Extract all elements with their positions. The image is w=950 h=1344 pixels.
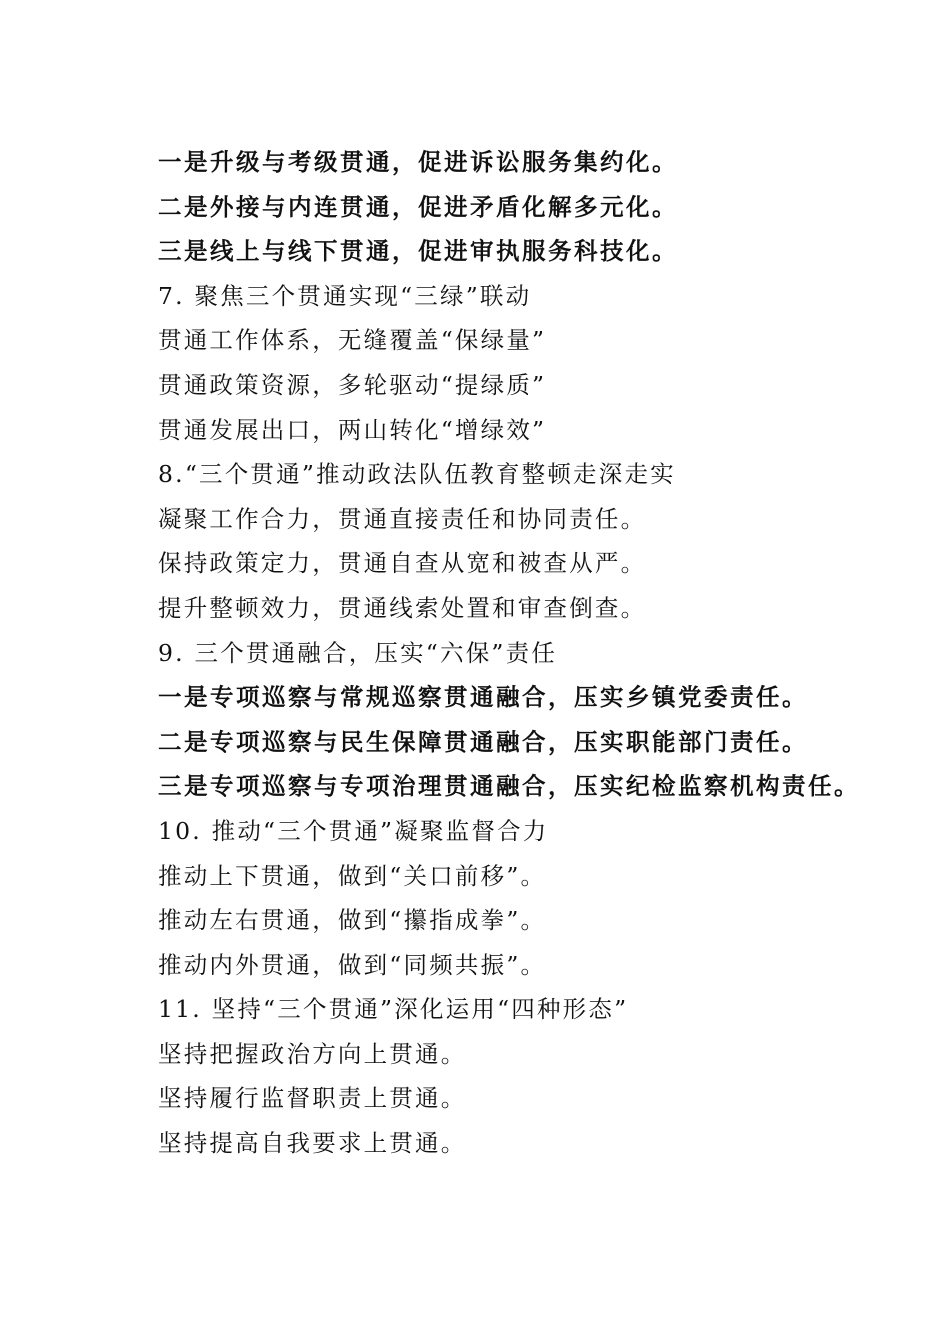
paragraph-line: 贯通发展出口，两山转化“增绿效” <box>158 415 547 444</box>
section-heading-9: 9. 三个贯通融合，压实“六保”责任 <box>158 638 558 667</box>
paragraph-line: 贯通工作体系，无缝覆盖“保绿量” <box>158 326 547 355</box>
paragraph-line: 二是专项巡察与民生保障贯通融合，压实职能部门责任。 <box>158 727 808 756</box>
paragraph-line: 坚持提高自我要求上贯通。 <box>158 1129 467 1158</box>
paragraph-line: 三是专项巡察与专项治理贯通融合，压实纪检监察机构责任。 <box>158 772 860 801</box>
section-heading-7: 7. 聚焦三个贯通实现“三绿”联动 <box>158 281 532 310</box>
section-heading-8: 8.“三个贯通”推动政法队伍教育整顿走深走实 <box>158 460 676 489</box>
paragraph-line: 保持政策定力，贯通自查从宽和被查从严。 <box>158 549 647 578</box>
paragraph-line: 三是线上与线下贯通，促进审执服务科技化。 <box>158 237 678 266</box>
section-heading-10: 10. 推动“三个贯通”凝聚监督合力 <box>158 816 549 845</box>
paragraph-line: 凝聚工作合力，贯通直接责任和协同责任。 <box>158 504 647 533</box>
paragraph-line: 一是升级与考级贯通，促进诉讼服务集约化。 <box>158 148 678 176</box>
section-heading-11: 11. 坚持“三个贯通”深化运用“四种形态” <box>158 995 629 1024</box>
paragraph-line: 贯通政策资源，多轮驱动“提绿质” <box>158 370 547 399</box>
paragraph-line: 提升整顿效力，贯通线索处置和审查倒查。 <box>158 593 647 622</box>
document-body <box>158 140 918 1166</box>
paragraph-line: 坚持把握政治方向上贯通。 <box>158 1039 467 1068</box>
paragraph-line: 坚持履行监督职责上贯通。 <box>158 1084 467 1113</box>
paragraph-line: 推动上下贯通，做到“关口前移”。 <box>158 861 547 890</box>
paragraph-line: 推动左右贯通，做到“攥指成拳”。 <box>158 906 547 935</box>
paragraph-line: 一是专项巡察与常规巡察贯通融合，压实乡镇党委责任。 <box>158 683 808 712</box>
paragraph-line: 二是外接与内连贯通，促进矛盾化解多元化。 <box>158 192 678 221</box>
paragraph-line: 推动内外贯通，做到“同频共振”。 <box>158 950 547 979</box>
